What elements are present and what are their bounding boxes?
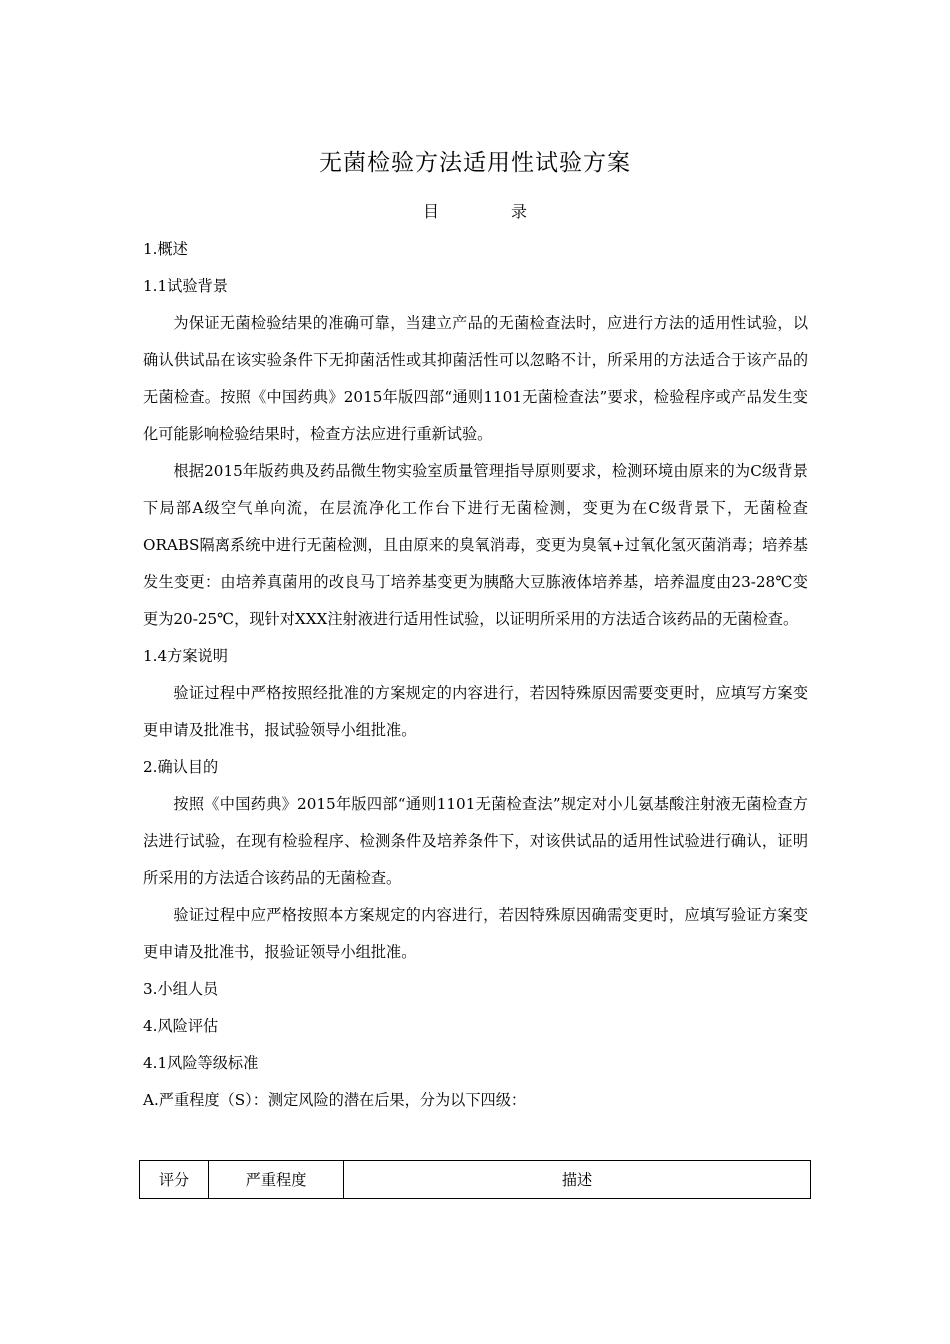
document-title: 无菌检验方法适用性试验方案 xyxy=(319,150,631,176)
toc-char-right: 录 xyxy=(511,202,528,221)
section-heading-3: 3.小组人员 xyxy=(143,980,219,998)
paragraph-plan-description: 验证过程中严格按照经批准的方案规定的内容进行，若因特殊原因需要变更时，应填写方案变更申请及批准书，报试验领导小组批准。 xyxy=(143,684,808,739)
table-header-row xyxy=(140,1161,811,1199)
table-header-score: 评分 xyxy=(140,1161,209,1199)
paragraph-purpose-1: 按照《中国药典》2015年版四部“通则1101无菌检查法”规定对小儿氨基酸注射液无菌检查方法进行试验，在现有检验程序、检测条件及培养条件下，对该供试品的适用性试验进行确认，证明所采用的方法适合该药品的无菌检查。 xyxy=(143,795,808,887)
table-header-severity: 严重程度 xyxy=(209,1161,344,1199)
section-heading-1-1: 1.1试验背景 xyxy=(143,277,228,295)
severity-table xyxy=(139,1160,811,1199)
paragraph-purpose-2: 验证过程中应严格按照本方案规定的内容进行，若因特殊原因确需变更时，应填写验证方案变更申请及批准书，报验证领导小组批准。 xyxy=(143,906,808,961)
table-of-contents-heading xyxy=(0,199,950,222)
section-heading-1: 1.概述 xyxy=(143,240,188,258)
toc-char-left: 目 xyxy=(422,202,439,221)
paragraph-background-1: 为保证无菌检验结果的准确可靠，当建立产品的无菌检查法时，应进行方法的适用性试验，以确认供试品在该实验条件下无抑菌活性或其抑菌活性可以忽略不计，所采用的方法适合于该产品的无菌检查。按照《中国药典》2015年版四部“通则1101无菌检查法”要求，检验程序或产品发生变化可能影响检验结果时，检查方法应进行重新试验。 xyxy=(143,314,808,443)
paragraph-background-2: 根据2015年版药典及药品微生物实验室质量管理指导原则要求，检测环境由原来的为C级背景下局部A级空气单向流，在层流净化工作台下进行无菌检测，变更为在C级背景下，无菌检查ORABS隔离系统中进行无菌检测，且由原来的臭氧消毒，变更为臭氧+过氧化氢灭菌消毒；培养基发生变更：由培养真菌用的改良马丁培养基变更为胰酪大豆胨液体培养基，培养温度由23-28℃变更为20-25℃，现针对XXX注射液进行适用性试验，以证明所采用的方法适合该药品的无菌检查。 xyxy=(143,462,808,628)
document-body xyxy=(143,231,808,1119)
section-heading-2: 2.确认目的 xyxy=(143,758,219,776)
table-header-description: 描述 xyxy=(344,1161,811,1199)
section-heading-1-4: 1.4方案说明 xyxy=(143,647,228,665)
section-heading-4: 4.风险评估 xyxy=(143,1017,219,1035)
section-heading-4-1: 4.1风险等级标准 xyxy=(143,1054,259,1072)
severity-intro: A.严重程度（S）：测定风险的潜在后果，分为以下四级： xyxy=(143,1091,527,1109)
